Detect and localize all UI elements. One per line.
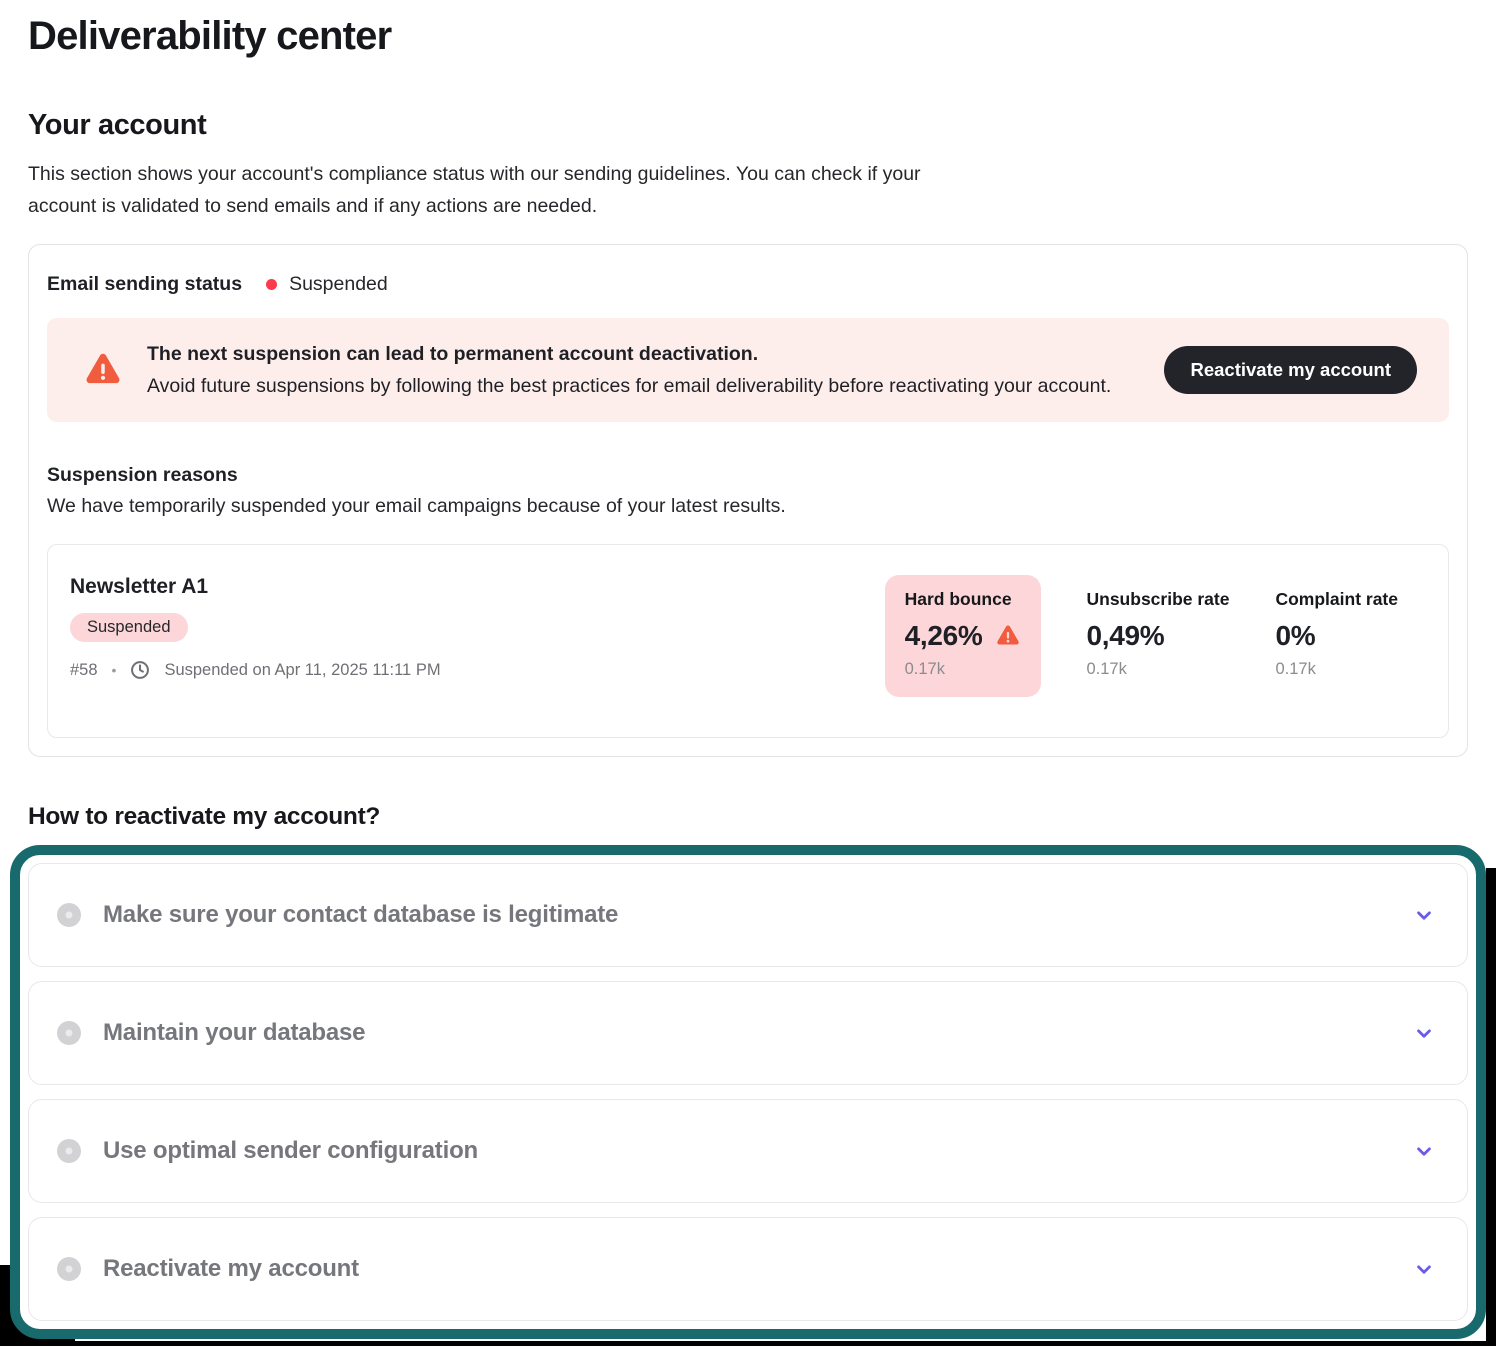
stat-hard-bounce	[885, 575, 1041, 697]
email-sending-status-value: Suspended	[289, 273, 388, 295]
status-dot-icon	[266, 279, 277, 290]
accordion-reactivate-account[interactable]	[28, 1217, 1468, 1321]
stat-value-row	[905, 620, 1021, 652]
suspension-alert-banner	[47, 318, 1449, 422]
campaign-status-badge: Suspended	[70, 613, 188, 642]
page-title: Deliverability center	[28, 14, 392, 58]
warning-triangle-icon	[995, 623, 1021, 649]
accordion-title: Maintain your database	[103, 1019, 366, 1046]
step-circle-icon	[57, 1257, 81, 1281]
stat-value: 0%	[1275, 620, 1316, 651]
stat-complaint-rate	[1275, 575, 1398, 697]
accordion-sender-configuration[interactable]	[28, 1099, 1468, 1203]
campaign-suspended-date: Suspended on Apr 11, 2025 11:11 PM	[164, 660, 441, 679]
campaign-id: #58	[70, 660, 98, 679]
your-account-description: This section shows your account's compliance status with our sending guidelines. You can check if your account is validated to send emails and if any actions are needed.	[28, 163, 921, 217]
stat-label: Complaint rate	[1275, 589, 1398, 609]
suspended-campaign-card	[47, 544, 1449, 738]
chevron-down-icon[interactable]	[1411, 1256, 1437, 1282]
campaign-meta-row	[70, 660, 441, 680]
step-circle-icon	[57, 1021, 81, 1045]
campaign-info	[70, 575, 441, 680]
suspension-reasons-description: We have temporarily suspended your email campaigns because of your latest results.	[47, 495, 786, 517]
chevron-down-icon[interactable]	[1411, 902, 1437, 928]
step-circle-icon	[57, 1139, 81, 1163]
stat-count: 0.17k	[1086, 660, 1127, 678]
accordion-title: Reactivate my account	[103, 1255, 359, 1282]
warning-triangle-icon	[83, 350, 123, 390]
stat-count: 0.17k	[1275, 660, 1316, 678]
chevron-down-icon[interactable]	[1411, 1020, 1437, 1046]
reactivate-steps-highlight-box	[10, 845, 1486, 1339]
meta-separator: •	[111, 662, 117, 678]
stat-label: Unsubscribe rate	[1086, 589, 1230, 609]
background-edge-bottom	[0, 1341, 1496, 1346]
suspension-reasons-heading: Suspension reasons	[47, 464, 238, 486]
your-account-heading: Your account	[28, 109, 207, 141]
stat-unsubscribe-rate	[1087, 575, 1230, 697]
reactivate-account-button[interactable]: Reactivate my account	[1164, 346, 1417, 394]
stat-label: Hard bounce	[904, 589, 1012, 609]
step-circle-icon	[57, 903, 81, 927]
clock-icon	[130, 660, 150, 680]
stat-value: 4,26%	[904, 620, 983, 651]
email-sending-status-label: Email sending status	[47, 273, 243, 295]
how-to-reactivate-heading: How to reactivate my account?	[28, 803, 381, 830]
stat-value-row	[1087, 620, 1230, 652]
email-sending-status-row	[47, 263, 1449, 300]
alert-body: Avoid future suspensions by following the best practices for email deliverability before reactivating your account.	[147, 375, 1112, 397]
accordion-contact-database-legitimate[interactable]	[28, 863, 1468, 967]
alert-title: The next suspension can lead to permanent account deactivation.	[147, 343, 759, 365]
account-status-card	[28, 244, 1468, 757]
campaign-name: Newsletter A1	[70, 575, 209, 598]
stat-count: 0.17k	[904, 660, 945, 678]
accordion-title: Use optimal sender configuration	[103, 1137, 478, 1164]
chevron-down-icon[interactable]	[1411, 1138, 1437, 1164]
accordion-title: Make sure your contact database is legitimate	[103, 901, 619, 928]
accordion-maintain-database[interactable]	[28, 981, 1468, 1085]
stat-value-row	[1275, 620, 1398, 652]
campaign-stats	[885, 575, 1398, 697]
stat-value: 0,49%	[1086, 620, 1165, 651]
alert-text	[147, 338, 1124, 402]
